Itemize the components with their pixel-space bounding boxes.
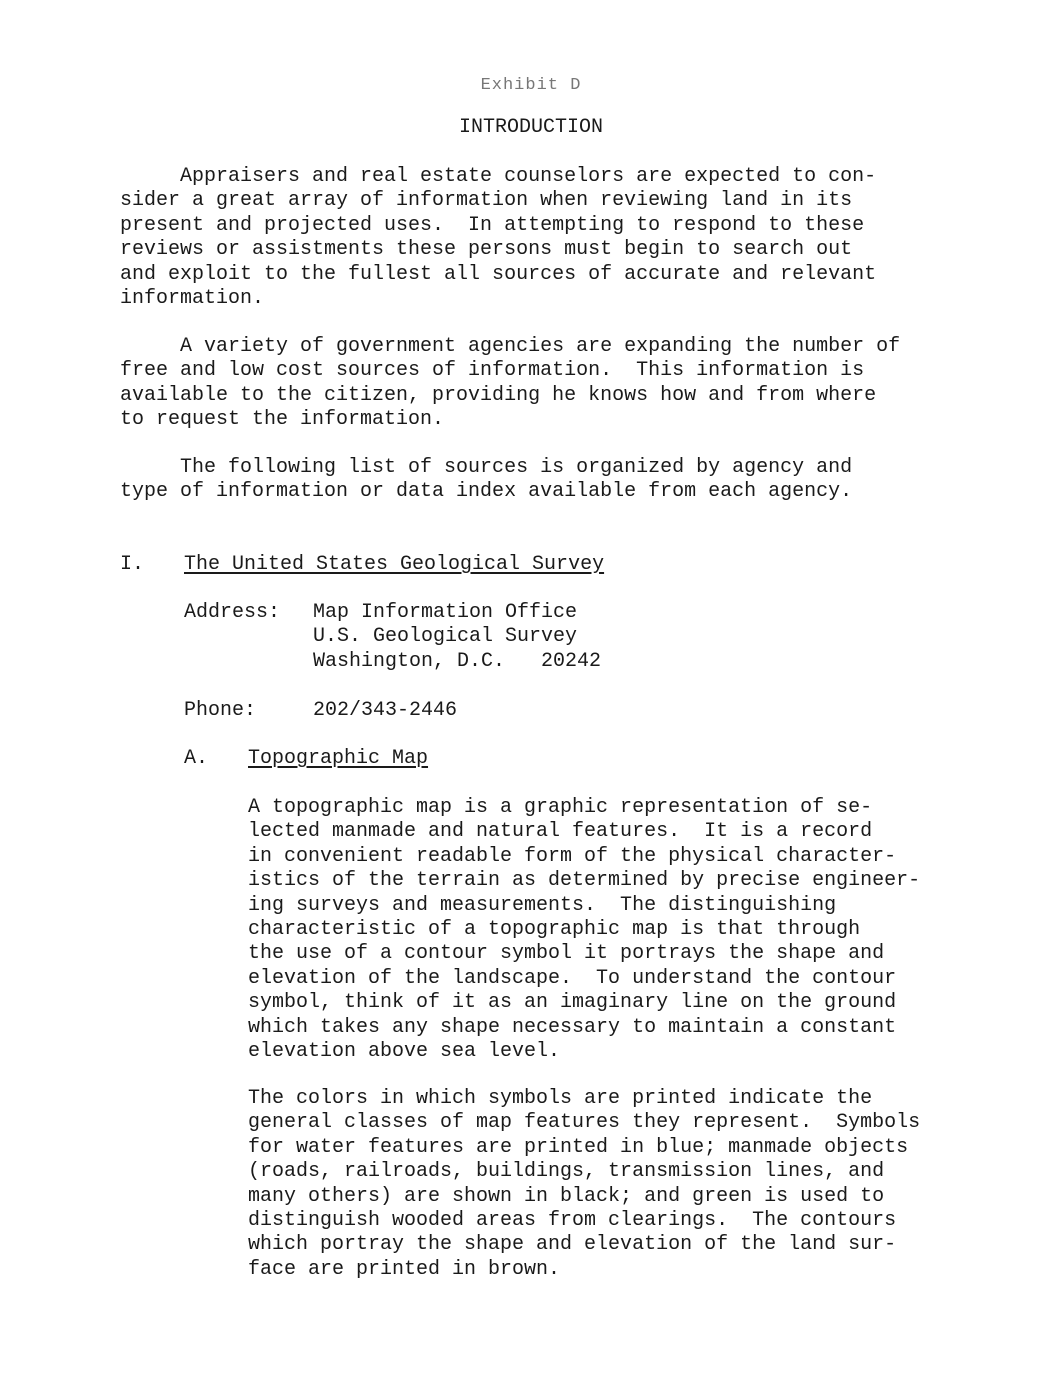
address-label: Address: <box>184 601 281 624</box>
subsection-number: A. <box>184 747 209 770</box>
section-number: I. <box>120 553 145 576</box>
intro-paragraph-3: The following list of sources is organized by agency and type of information or data index available from each agency. <box>120 456 853 504</box>
topographic-paragraph-2: The colors in which symbols are printed indicate the general classes of map features they represent. Symbols for water features are printed in blue; manmade objects (roads, railroads, buildings, transmission lines, and many others) are shown in black; and green is used to distinguish wooded areas from clearings. The contours which portray the shape and elevation of the land sur- face are printed in brown. <box>248 1087 921 1281</box>
phone-number: 202/343-2446 <box>313 699 458 722</box>
subsection-title: Topographic Map <box>248 747 429 770</box>
topographic-paragraph-1: A topographic map is a graphic representation of se- lected manmade and natural features. It is a record in convenient readable form of the physical character- istics of the terrain as determined by precise engineer- ing surveys and measurements. The distinguishing characteristic of a topographic map is that through the use of a contour symbol it portrays the shape and elevation of the landscape. To understand the contour symbol, think of it as an imaginary line on the ground which takes any shape necessary to maintain a constant elevation above sea level. <box>248 796 921 1064</box>
section-title: The United States Geological Survey <box>184 553 605 576</box>
page-title: INTRODUCTION <box>458 116 604 139</box>
address-lines: Map Information Office U.S. Geological Survey Washington, D.C. 20242 <box>313 601 602 673</box>
intro-paragraph-2: A variety of government agencies are expanding the number of free and low cost sources of information. This information is available to the citizen, providing he knows how and from where to request the information. <box>120 335 901 432</box>
exhibit-label: Exhibit D <box>480 76 582 95</box>
phone-label: Phone: <box>184 699 257 722</box>
intro-paragraph-1: Appraisers and real estate counselors are expected to con- sider a great array of information when reviewing land in its present and projected uses. In attempting to respond to these reviews or assistments these persons must begin to search out and exploit to the fullest all sources of accurate and relevant information. <box>120 165 877 311</box>
